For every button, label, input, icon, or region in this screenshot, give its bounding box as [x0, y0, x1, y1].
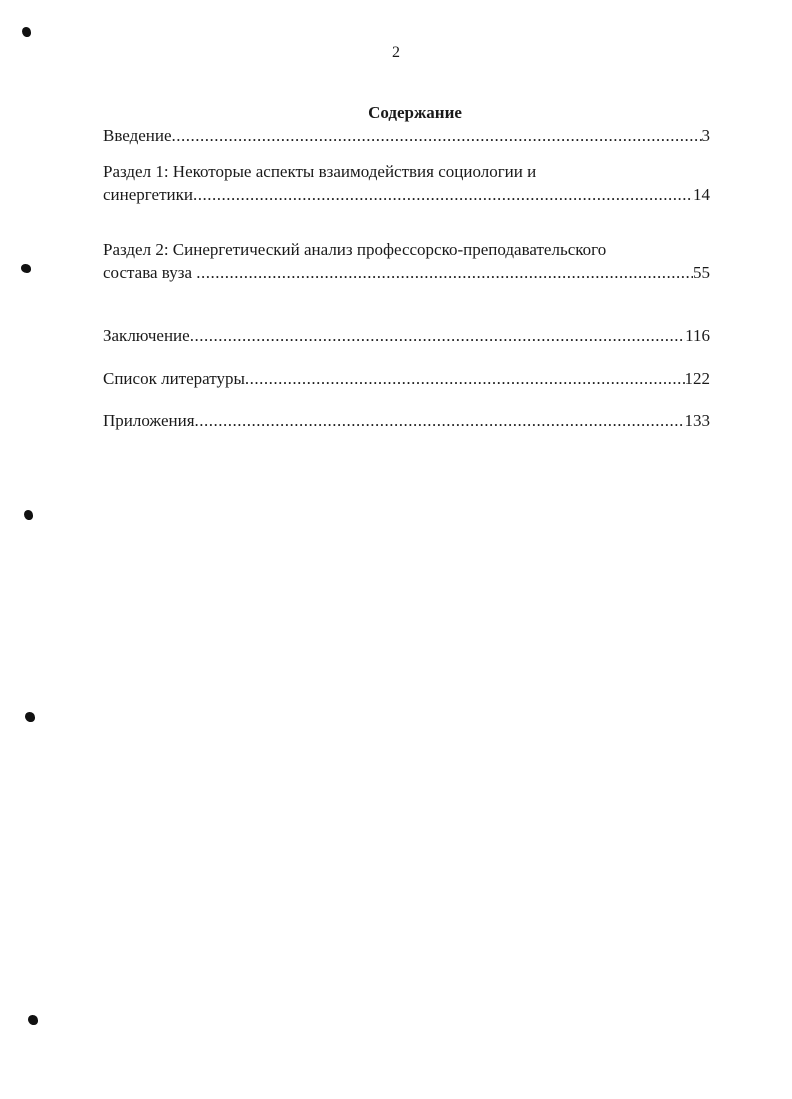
- scan-mark: [24, 510, 33, 520]
- toc-entry-title: состава вуза: [103, 263, 197, 282]
- toc-title: Содержание: [368, 103, 462, 122]
- toc-line: [103, 125, 710, 146]
- toc-entry-title-line: Раздел 1: Некоторые аспекты взаимодействия социологии и: [103, 162, 537, 181]
- toc-entry-bibliography[interactable]: [103, 368, 710, 389]
- toc-entry-title: Приложения: [103, 411, 195, 430]
- toc-entry-introduction[interactable]: [103, 125, 710, 146]
- toc-leader-dots: [190, 325, 685, 346]
- toc-entry-appendices[interactable]: [103, 410, 710, 431]
- scan-mark: [25, 712, 35, 722]
- toc-entry-page: 3: [701, 126, 710, 145]
- toc-leader-dots: [172, 125, 702, 146]
- toc-entry-title: Введение: [103, 126, 172, 145]
- toc-line: [103, 184, 710, 205]
- toc-entry-title: Заключение: [103, 326, 190, 345]
- toc-entry-title: синергетики: [103, 185, 193, 204]
- toc-leader-dots: [195, 410, 685, 431]
- toc-entry-page: 116: [685, 326, 710, 345]
- toc-entry-page: 133: [684, 411, 710, 430]
- toc-entry-page: 55: [693, 263, 710, 282]
- toc-entry-conclusion[interactable]: [103, 325, 710, 346]
- toc-entry-page: 122: [684, 369, 710, 388]
- toc-entry-section-2[interactable]: [103, 239, 710, 283]
- toc-leader-dots: [245, 368, 685, 389]
- toc-entry-section-1[interactable]: [103, 161, 710, 205]
- toc-line: [103, 410, 710, 431]
- toc-line: [103, 262, 710, 283]
- toc-leader-dots: [193, 184, 693, 205]
- scan-mark: [28, 1015, 38, 1025]
- toc-entry-title: Список литературы: [103, 369, 245, 388]
- scan-mark: [21, 264, 31, 273]
- toc-entry-page: 14: [693, 185, 710, 204]
- toc-line: [103, 368, 710, 389]
- toc-entry-title-line: Раздел 2: Синергетический анализ профессорско-преподавательского: [103, 240, 607, 259]
- toc-leader-dots: [196, 262, 693, 283]
- toc-line: [103, 325, 710, 346]
- page-number: 2: [392, 44, 400, 61]
- scan-mark: [22, 27, 31, 37]
